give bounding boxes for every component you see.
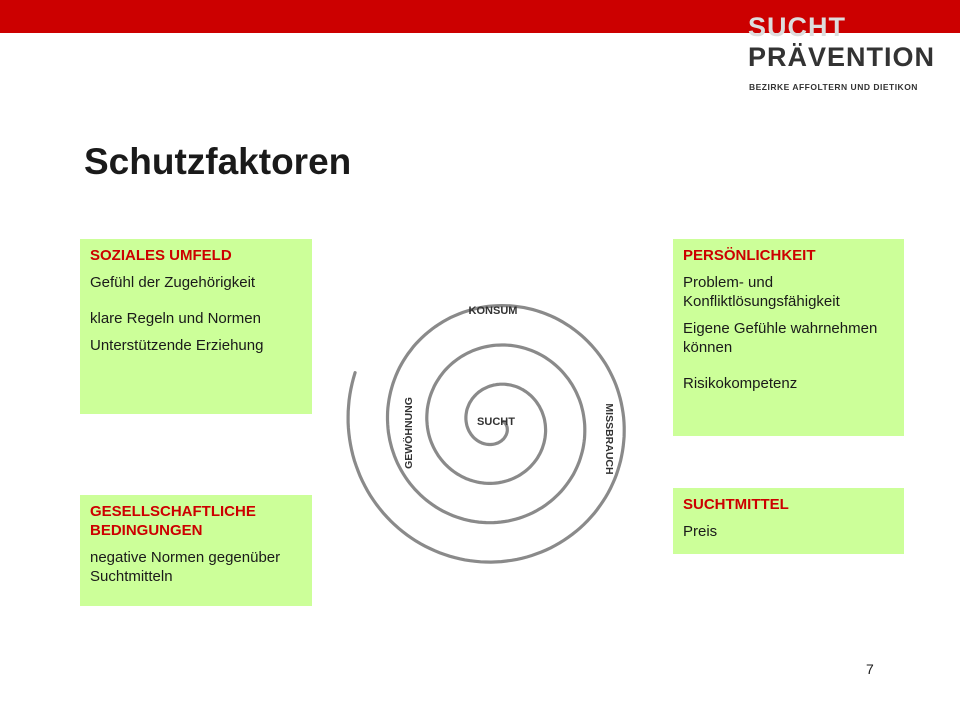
slide-title: Schutzfaktoren [84, 141, 352, 182]
box-item: Unterstützende Erziehung [90, 337, 264, 354]
box-item: Problem- und Konfliktlösungsfähigkeit [683, 274, 840, 310]
box-heading: GESELLSCHAFTLICHE BEDINGUNGEN [90, 503, 256, 539]
box-soziales-umfeld [80, 239, 312, 414]
logo-line-praevention: PRÄVENTION [748, 42, 936, 72]
box-item: Gefühl der Zugehörigkeit [90, 274, 256, 291]
suchtpraevention-logo [748, 14, 953, 94]
box-item: Eigene Gefühle wahrnehmen können [683, 320, 878, 356]
label-konsum: KONSUM [468, 305, 518, 317]
box-heading: PERSÖNLICHKEIT [683, 247, 816, 264]
box-heading: SUCHTMITTEL [683, 496, 789, 513]
box-suchtmittel [673, 488, 904, 554]
label-missbrauch: MISSBRAUCH [603, 403, 615, 475]
label-gewoehnung: GEWÖHNUNG [403, 397, 415, 469]
box-item: klare Regeln und Normen [90, 310, 261, 327]
box-item: Risikokompetenz [683, 375, 798, 392]
box-item: negative Normen gegenüber Suchtmitteln [90, 549, 281, 585]
box-heading: SOZIALES UMFELD [90, 247, 232, 264]
logo-line-region: BEZIRKE AFFOLTERN UND DIETIKON [749, 82, 918, 92]
label-sucht: SUCHT [477, 416, 515, 428]
addiction-spiral-diagram [330, 262, 660, 592]
logo-line-sucht: SUCHT [748, 12, 846, 42]
box-persoenlichkeit [673, 239, 904, 436]
box-item: Preis [683, 523, 718, 540]
page-number: 7 [866, 661, 874, 677]
box-gesellschaftliche-bedingungen [80, 495, 312, 606]
spiral-line [348, 306, 624, 562]
